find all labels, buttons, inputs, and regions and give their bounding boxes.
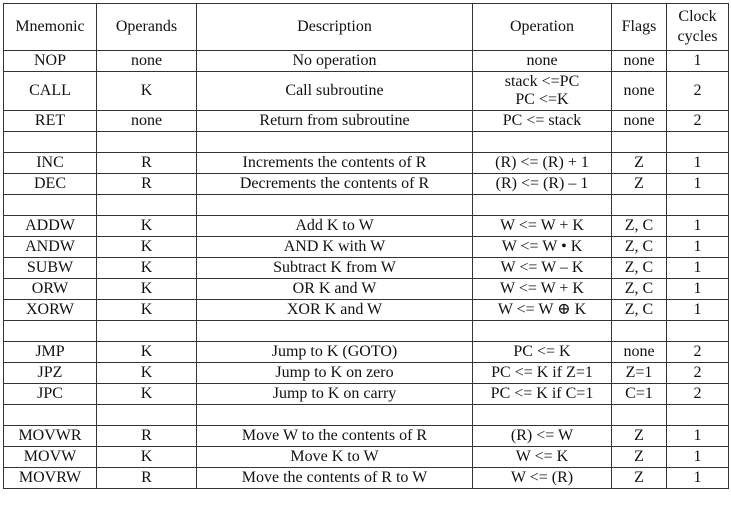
description-cell: Add K to W: [197, 216, 473, 237]
operands-cell: K: [97, 342, 197, 363]
operation-cell: [473, 447, 612, 468]
operation-cell: [473, 468, 612, 489]
table-row: [4, 384, 729, 405]
description-cell: XOR K and W: [197, 300, 473, 321]
flags-cell: none: [612, 72, 667, 111]
operands-cell: K: [97, 384, 197, 405]
description-cell: Return from subroutine: [197, 111, 473, 132]
mnemonic-cell: JPZ: [4, 363, 97, 384]
empty-cell: [473, 132, 612, 153]
operation-line: W <= W – K: [500, 259, 584, 276]
empty-cell: [667, 405, 729, 426]
cycles-cell: 1: [667, 216, 729, 237]
header-description: Description: [197, 4, 473, 51]
operation-cell: [473, 174, 612, 195]
operation-cell: [473, 279, 612, 300]
flags-cell: Z: [612, 153, 667, 174]
empty-cell: [197, 321, 473, 342]
flags-cell: Z, C: [612, 237, 667, 258]
empty-cell: [4, 321, 97, 342]
table-row: [4, 426, 729, 447]
operation-line: W <= W + K: [500, 217, 584, 234]
mnemonic-cell: CALL: [4, 72, 97, 111]
mnemonic-cell: JMP: [4, 342, 97, 363]
separator-row: [4, 132, 729, 153]
mnemonic-cell: XORW: [4, 300, 97, 321]
description-cell: Move the contents of R to W: [197, 468, 473, 489]
mnemonic-cell: NOP: [4, 51, 97, 72]
header-mnemonic: Mnemonic: [4, 4, 97, 51]
empty-cell: [612, 195, 667, 216]
operands-cell: none: [97, 111, 197, 132]
operation-line: none: [526, 52, 558, 69]
operands-cell: K: [97, 72, 197, 111]
operation-line: stack <=PC: [504, 73, 580, 90]
cycles-cell: 1: [667, 279, 729, 300]
separator-row: [4, 195, 729, 216]
table-body: [4, 51, 729, 489]
operation-cell: [473, 258, 612, 279]
cycles-cell: 1: [667, 426, 729, 447]
mnemonic-cell: ADDW: [4, 216, 97, 237]
table-row: [4, 51, 729, 72]
table-row: [4, 216, 729, 237]
cycles-cell: 1: [667, 153, 729, 174]
operands-cell: R: [97, 468, 197, 489]
empty-cell: [197, 132, 473, 153]
cycles-cell: 2: [667, 72, 729, 111]
table-row: [4, 279, 729, 300]
operands-cell: K: [97, 300, 197, 321]
mnemonic-cell: DEC: [4, 174, 97, 195]
table-row: [4, 153, 729, 174]
description-cell: Subtract K from W: [197, 258, 473, 279]
operation-line: W <= W • K: [501, 238, 583, 255]
operands-cell: K: [97, 216, 197, 237]
mnemonic-cell: ORW: [4, 279, 97, 300]
cycles-cell: 1: [667, 258, 729, 279]
description-cell: Move W to the contents of R: [197, 426, 473, 447]
empty-cell: [667, 132, 729, 153]
operation-line: PC <= K if C=1: [490, 385, 594, 402]
table-row: [4, 174, 729, 195]
operation-line: W <= W + K: [500, 280, 584, 297]
empty-cell: [4, 132, 97, 153]
description-cell: No operation: [197, 51, 473, 72]
mnemonic-cell: JPC: [4, 384, 97, 405]
cycles-cell: 2: [667, 384, 729, 405]
description-cell: AND K with W: [197, 237, 473, 258]
operation-cell: [473, 237, 612, 258]
flags-cell: Z: [612, 447, 667, 468]
flags-cell: C=1: [612, 384, 667, 405]
description-cell: Jump to K (GOTO): [197, 342, 473, 363]
operation-cell: [473, 216, 612, 237]
operands-cell: K: [97, 447, 197, 468]
mnemonic-cell: RET: [4, 111, 97, 132]
empty-cell: [612, 132, 667, 153]
operation-cell: [473, 363, 612, 384]
cycles-cell: 1: [667, 300, 729, 321]
empty-cell: [4, 405, 97, 426]
empty-cell: [197, 195, 473, 216]
empty-cell: [97, 405, 197, 426]
operands-cell: K: [97, 237, 197, 258]
cycles-cell: 1: [667, 468, 729, 489]
operands-cell: K: [97, 258, 197, 279]
operation-cell: [473, 384, 612, 405]
table-row: [4, 111, 729, 132]
cycles-cell: 1: [667, 174, 729, 195]
empty-cell: [473, 405, 612, 426]
table-row: [4, 72, 729, 111]
cycles-cell: 1: [667, 237, 729, 258]
operation-line: PC <=K: [515, 91, 569, 108]
cycles-cell: 1: [667, 51, 729, 72]
table-row: [4, 258, 729, 279]
header-flags: Flags: [612, 4, 667, 51]
empty-cell: [473, 195, 612, 216]
flags-cell: Z, C: [612, 300, 667, 321]
flags-cell: Z: [612, 174, 667, 195]
table-row: [4, 300, 729, 321]
operation-cell: [473, 111, 612, 132]
operation-cell: [473, 300, 612, 321]
description-cell: Increments the contents of R: [197, 153, 473, 174]
operation-line: W <= W ⊕ K: [497, 301, 587, 318]
cycles-cell: 2: [667, 111, 729, 132]
flags-cell: none: [612, 51, 667, 72]
header-clock-line1: Clock: [678, 8, 717, 25]
table-row: [4, 342, 729, 363]
empty-cell: [97, 132, 197, 153]
header-clock-cycles: [667, 4, 729, 51]
operation-cell: [473, 342, 612, 363]
operation-cell: [473, 51, 612, 72]
table-row: [4, 468, 729, 489]
operands-cell: K: [97, 363, 197, 384]
operands-cell: R: [97, 153, 197, 174]
empty-cell: [97, 195, 197, 216]
separator-row: [4, 321, 729, 342]
flags-cell: Z, C: [612, 258, 667, 279]
empty-cell: [4, 195, 97, 216]
header-row: [4, 4, 729, 51]
mnemonic-cell: MOVRW: [4, 468, 97, 489]
operation-line: W <= (R): [510, 469, 574, 486]
mnemonic-cell: SUBW: [4, 258, 97, 279]
operation-line: (R) <= (R) – 1: [495, 175, 589, 192]
empty-cell: [667, 195, 729, 216]
flags-cell: Z, C: [612, 279, 667, 300]
operation-line: (R) <= (R) + 1: [495, 154, 589, 171]
cycles-cell: 2: [667, 363, 729, 384]
table-row: [4, 363, 729, 384]
header-operands: Operands: [97, 4, 197, 51]
mnemonic-cell: ANDW: [4, 237, 97, 258]
operands-cell: K: [97, 279, 197, 300]
description-cell: Move K to W: [197, 447, 473, 468]
operation-cell: [473, 72, 612, 111]
table-row: [4, 237, 729, 258]
empty-cell: [667, 321, 729, 342]
operands-cell: R: [97, 426, 197, 447]
description-cell: Call subroutine: [197, 72, 473, 111]
flags-cell: Z=1: [612, 363, 667, 384]
description-cell: Jump to K on carry: [197, 384, 473, 405]
instruction-set-table: [3, 3, 729, 489]
flags-cell: none: [612, 342, 667, 363]
empty-cell: [612, 405, 667, 426]
operation-cell: [473, 153, 612, 174]
operands-cell: R: [97, 174, 197, 195]
mnemonic-cell: MOVW: [4, 447, 97, 468]
description-cell: Jump to K on zero: [197, 363, 473, 384]
description-cell: Decrements the contents of R: [197, 174, 473, 195]
table-row: [4, 447, 729, 468]
flags-cell: Z, C: [612, 216, 667, 237]
operation-line: W <= K: [515, 448, 569, 465]
operands-cell: none: [97, 51, 197, 72]
header-clock-line2: cycles: [677, 28, 718, 45]
cycles-cell: 1: [667, 447, 729, 468]
operation-line: PC <= K: [513, 343, 571, 360]
cycles-cell: 2: [667, 342, 729, 363]
flags-cell: Z: [612, 426, 667, 447]
description-cell: OR K and W: [197, 279, 473, 300]
empty-cell: [612, 321, 667, 342]
mnemonic-cell: INC: [4, 153, 97, 174]
flags-cell: none: [612, 111, 667, 132]
operation-cell: [473, 426, 612, 447]
empty-cell: [197, 405, 473, 426]
operation-line: PC <= stack: [502, 112, 582, 129]
empty-cell: [473, 321, 612, 342]
mnemonic-cell: MOVWR: [4, 426, 97, 447]
flags-cell: Z: [612, 468, 667, 489]
operation-line: (R) <= W: [510, 427, 574, 444]
separator-row: [4, 405, 729, 426]
operation-line: PC <= K if Z=1: [491, 364, 593, 381]
header-operation: Operation: [473, 4, 612, 51]
empty-cell: [97, 321, 197, 342]
